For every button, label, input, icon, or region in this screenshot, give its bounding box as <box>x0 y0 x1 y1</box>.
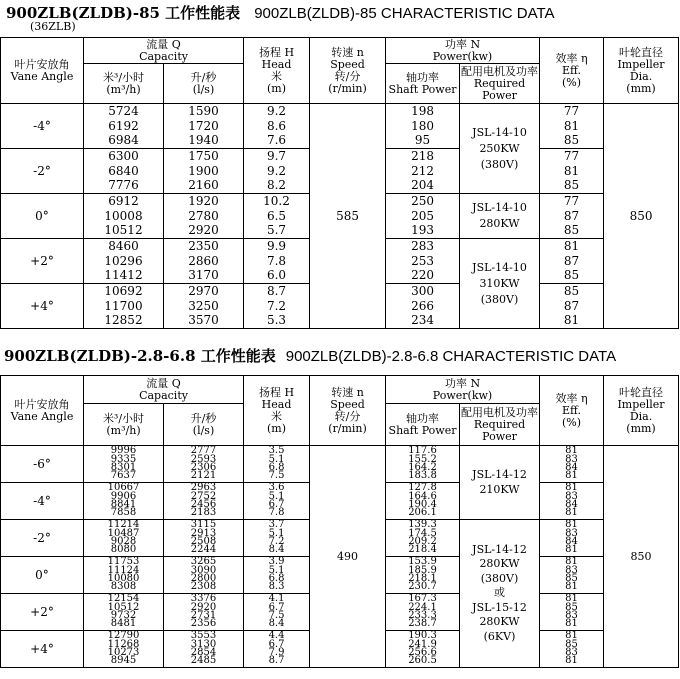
shaft-cell: 117.6 155.2 164.2 183.8 <box>386 446 460 483</box>
table1 <box>0 37 679 329</box>
eff-cell: 81 85 83 81 <box>540 594 604 631</box>
power-header: 功率 N Power(kw) <box>386 376 540 404</box>
cap-ls-cell: 2777 2593 2306 2121 <box>164 446 244 483</box>
table1-title <box>6 2 555 23</box>
cap-ls-cell: 3265 3090 2800 2308 <box>164 557 244 594</box>
angle-cell: -4° <box>1 483 84 520</box>
motor-header: 配用电机及功率 Required Power <box>460 404 540 446</box>
head-header: 扬程 H Head 米 (m) <box>244 376 310 446</box>
head-cell: 3.5 5.1 6.8 7.5 <box>244 446 310 483</box>
angle-cell: 0° <box>1 194 84 239</box>
head-cell: 3.7 5.1 7.2 8.4 <box>244 520 310 557</box>
angle-cell: +4° <box>1 631 84 668</box>
diameter-header: 叶轮直径 Impeller Dia. (mm) <box>604 38 679 104</box>
cap-m3h-header: 米³/小时 (m³/h) <box>84 64 164 104</box>
head-header: 扬程 H Head 米 (m) <box>244 38 310 104</box>
angle-cell: +2° <box>1 594 84 631</box>
angle-cell: 0° <box>1 557 84 594</box>
table2 <box>0 375 679 668</box>
capacity-header: 流量 Q Capacity <box>84 38 244 64</box>
eff-cell: 77 81 85 <box>540 149 604 194</box>
diameter-cell: 850 <box>604 446 679 668</box>
cap-m3h-cell: 6912 10008 10512 <box>84 194 164 239</box>
shaft-cell: 153.9 185.9 218.1 230.7 <box>386 557 460 594</box>
cap-m3h-cell: 12790 11268 10273 8945 <box>84 631 164 668</box>
diameter-header: 叶轮直径 Impeller Dia. (mm) <box>604 376 679 446</box>
angle-cell: +2° <box>1 239 84 284</box>
angle-header: 叶片安放角 Vane Angle <box>1 38 84 104</box>
shaft-header: 轴功率 Shaft Power <box>386 404 460 446</box>
head-cell: 4.4 6.7 7.9 8.7 <box>244 631 310 668</box>
head-cell: 8.7 7.2 5.3 <box>244 284 310 329</box>
speed-cell: 585 <box>310 104 386 329</box>
cap-ls-cell: 2970 3250 3570 <box>164 284 244 329</box>
cap-ls-cell: 1750 1900 2160 <box>164 149 244 194</box>
eff-cell: 77 81 85 <box>540 104 604 149</box>
head-cell: 9.2 8.6 7.6 <box>244 104 310 149</box>
table2-title-cn: 900ZLB(ZLDB)-2.8-6.8 工作性能表 <box>4 347 276 365</box>
cap-ls-cell: 3553 3130 2854 2485 <box>164 631 244 668</box>
eff-cell: 81 83 84 81 <box>540 483 604 520</box>
shaft-cell: 139.3 174.5 209.2 218.4 <box>386 520 460 557</box>
speed-header: 转速 n Speed 转/分 (r/min) <box>310 38 386 104</box>
cap-ls-cell: 1920 2780 2920 <box>164 194 244 239</box>
capacity-header: 流量 Q Capacity <box>84 376 244 404</box>
eff-header: 效率 η Eff. (%) <box>540 38 604 104</box>
speed-cell: 490 <box>310 446 386 668</box>
shaft-header: 轴功率 Shaft Power <box>386 64 460 104</box>
power-header: 功率 N Power(kw) <box>386 38 540 64</box>
cap-m3h-cell: 11214 10487 9028 8080 <box>84 520 164 557</box>
table2-title <box>4 345 616 366</box>
shaft-cell: 300 266 234 <box>386 284 460 329</box>
cap-ls-header: 升/秒 (l/s) <box>164 404 244 446</box>
head-cell: 9.7 9.2 8.2 <box>244 149 310 194</box>
angle-cell: -6° <box>1 446 84 483</box>
cap-m3h-cell: 12154 10512 9732 8481 <box>84 594 164 631</box>
cap-m3h-header: 米³/小时 (m³/h) <box>84 404 164 446</box>
cap-m3h-cell: 11753 11124 10080 8308 <box>84 557 164 594</box>
eff-cell: 77 87 85 <box>540 194 604 239</box>
motor-cell: JSL-14-10 250KW (380V) <box>460 104 540 194</box>
cap-ls-cell: 3115 2913 2508 2244 <box>164 520 244 557</box>
eff-cell: 85 87 81 <box>540 284 604 329</box>
cap-ls-header: 升/秒 (l/s) <box>164 64 244 104</box>
table1-title-en: 900ZLB(ZLDB)-85 CHARACTERISTIC DATA <box>254 5 555 22</box>
cap-ls-cell: 1590 1720 1940 <box>164 104 244 149</box>
motor-cell: JSL-14-12 280KW (380V) 或 JSL-15-12 280KW (6KV) <box>460 520 540 668</box>
motor-cell: JSL-14-12 210KW <box>460 446 540 520</box>
cap-ls-cell: 3376 2920 2731 2356 <box>164 594 244 631</box>
angle-header: 叶片安放角 Vane Angle <box>1 376 84 446</box>
shaft-cell: 250 205 193 <box>386 194 460 239</box>
table1-title-cn: 900ZLB(ZLDB)-85 工作性能表 <box>6 4 241 22</box>
table1-subtitle: (36ZLB) <box>30 20 76 33</box>
head-cell: 9.9 7.8 6.0 <box>244 239 310 284</box>
motor-header: 配用电机及功率 Required Power <box>461 64 539 102</box>
head-cell: 3.6 5.1 6.7 7.8 <box>244 483 310 520</box>
eff-header: 效率 η Eff. (%) <box>540 376 604 446</box>
table2-title-en: 900ZLB(ZLDB)-2.8-6.8 CHARACTERISTIC DATA <box>285 348 617 365</box>
eff-cell: 81 85 83 81 <box>540 631 604 668</box>
cap-m3h-cell: 6300 6840 7776 <box>84 149 164 194</box>
shaft-cell: 218 212 204 <box>386 149 460 194</box>
cap-m3h-cell: 5724 6192 6984 <box>84 104 164 149</box>
eff-cell: 81 83 84 81 <box>540 520 604 557</box>
eff-cell: 81 87 85 <box>540 239 604 284</box>
head-cell: 3.9 5.1 6.8 8.3 <box>244 557 310 594</box>
cap-m3h-cell: 10667 9906 8841 7858 <box>84 483 164 520</box>
motor-cell: JSL-14-10 280KW <box>460 194 540 239</box>
cap-m3h-cell: 10692 11700 12852 <box>84 284 164 329</box>
shaft-cell: 190.3 241.9 256.6 260.5 <box>386 631 460 668</box>
cap-m3h-cell: 9996 9335 8301 7637 <box>84 446 164 483</box>
motor-cell: JSL-14-10 310KW (380V) <box>460 239 540 329</box>
speed-header: 转速 n Speed 转/分 (r/min) <box>310 376 386 446</box>
diameter-cell: 850 <box>604 104 679 329</box>
shaft-cell: 127.8 164.6 190.4 206.1 <box>386 483 460 520</box>
eff-cell: 81 83 85 81 <box>540 557 604 594</box>
head-cell: 10.2 6.5 5.7 <box>244 194 310 239</box>
angle-cell: -2° <box>1 520 84 557</box>
angle-cell: -4° <box>1 104 84 149</box>
shaft-cell: 198 180 95 <box>386 104 460 149</box>
eff-cell: 81 83 84 81 <box>540 446 604 483</box>
shaft-cell: 167.3 224.1 233.3 238.7 <box>386 594 460 631</box>
cap-ls-cell: 2350 2860 3170 <box>164 239 244 284</box>
shaft-cell: 283 253 220 <box>386 239 460 284</box>
angle-cell: +4° <box>1 284 84 329</box>
angle-cell: -2° <box>1 149 84 194</box>
cap-ls-cell: 2963 2752 2456 2183 <box>164 483 244 520</box>
head-cell: 4.1 6.7 7.5 8.4 <box>244 594 310 631</box>
cap-m3h-cell: 8460 10296 11412 <box>84 239 164 284</box>
